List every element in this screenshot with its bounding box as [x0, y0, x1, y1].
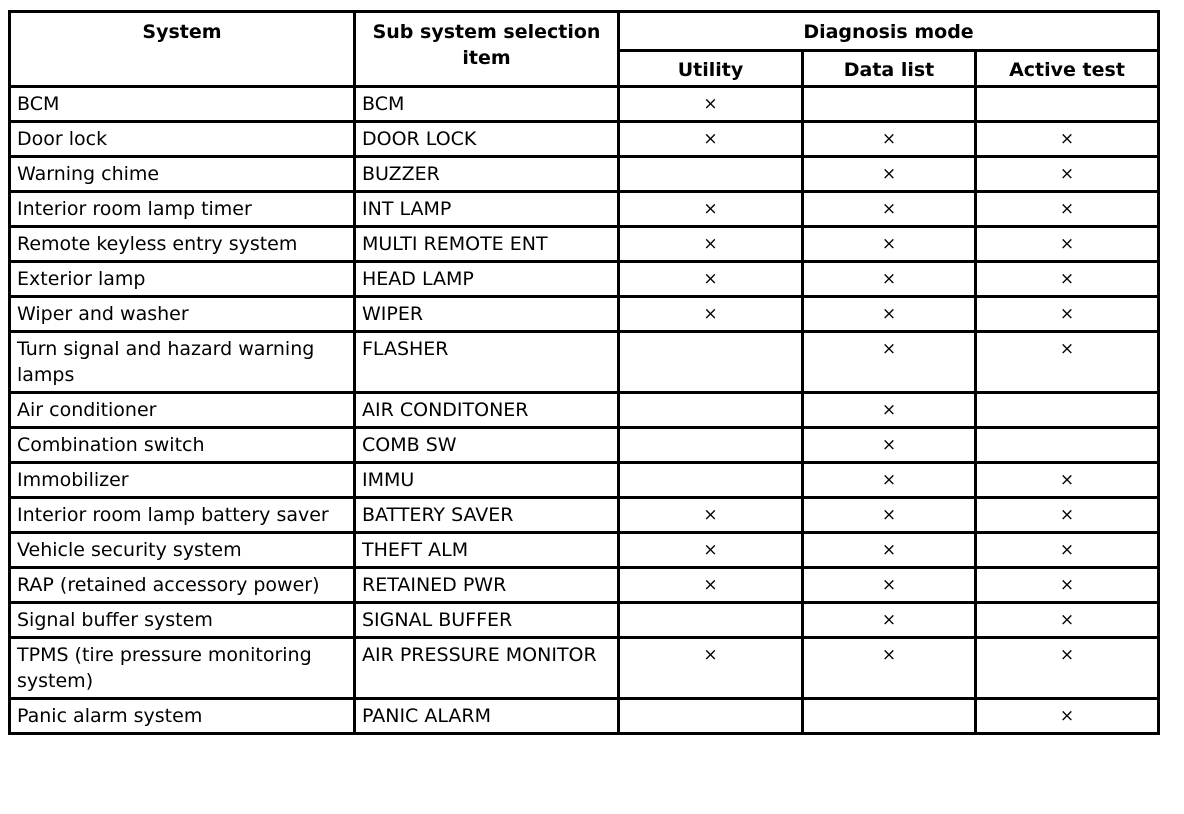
- cell-active-test: ×: [976, 699, 1159, 734]
- cell-data-list: ×: [803, 428, 976, 463]
- cell-system: Wiper and washer: [10, 297, 355, 332]
- cell-sub-system: INT LAMP: [355, 192, 619, 227]
- cell-utility: ×: [619, 638, 803, 699]
- table-row: [10, 393, 1159, 428]
- cell-utility: [619, 332, 803, 393]
- cell-system: Warning chime: [10, 157, 355, 192]
- cell-sub-system: HEAD LAMP: [355, 262, 619, 297]
- cell-active-test: [976, 428, 1159, 463]
- cell-utility: ×: [619, 192, 803, 227]
- table-row: [10, 157, 1159, 192]
- cell-sub-system: BCM: [355, 87, 619, 122]
- cell-data-list: ×: [803, 638, 976, 699]
- header-diagnosis-mode: Diagnosis mode: [619, 12, 1159, 51]
- table-row: [10, 533, 1159, 568]
- cell-active-test: ×: [976, 297, 1159, 332]
- cell-system: Turn signal and hazard warning lamps: [10, 332, 355, 393]
- cell-system: Interior room lamp timer: [10, 192, 355, 227]
- cell-system: Interior room lamp battery saver: [10, 498, 355, 533]
- cell-data-list: ×: [803, 297, 976, 332]
- table-row: [10, 87, 1159, 122]
- cell-active-test: ×: [976, 603, 1159, 638]
- cell-data-list: ×: [803, 122, 976, 157]
- header-utility: Utility: [619, 51, 803, 87]
- cell-active-test: [976, 393, 1159, 428]
- table-row: [10, 332, 1159, 393]
- cell-data-list: ×: [803, 463, 976, 498]
- cell-sub-system: WIPER: [355, 297, 619, 332]
- cell-sub-system: AIR PRESSURE MONITOR: [355, 638, 619, 699]
- cell-utility: ×: [619, 262, 803, 297]
- cell-system: Exterior lamp: [10, 262, 355, 297]
- cell-data-list: ×: [803, 227, 976, 262]
- cell-sub-system: BATTERY SAVER: [355, 498, 619, 533]
- cell-data-list: ×: [803, 157, 976, 192]
- cell-sub-system: PANIC ALARM: [355, 699, 619, 734]
- cell-system: Air conditioner: [10, 393, 355, 428]
- cell-system: Signal buffer system: [10, 603, 355, 638]
- cell-data-list: ×: [803, 262, 976, 297]
- cell-active-test: ×: [976, 533, 1159, 568]
- cell-sub-system: COMB SW: [355, 428, 619, 463]
- cell-active-test: ×: [976, 262, 1159, 297]
- cell-utility: ×: [619, 227, 803, 262]
- cell-system: Remote keyless entry system: [10, 227, 355, 262]
- table-row: [10, 297, 1159, 332]
- header-data-list: Data list: [803, 51, 976, 87]
- cell-data-list: [803, 699, 976, 734]
- cell-system: Door lock: [10, 122, 355, 157]
- cell-sub-system: FLASHER: [355, 332, 619, 393]
- table-row: [10, 463, 1159, 498]
- table-row: [10, 498, 1159, 533]
- header-active-test: Active test: [976, 51, 1159, 87]
- header-system: System: [10, 12, 355, 87]
- cell-system: Immobilizer: [10, 463, 355, 498]
- cell-active-test: ×: [976, 638, 1159, 699]
- cell-utility: [619, 463, 803, 498]
- cell-utility: ×: [619, 297, 803, 332]
- cell-active-test: ×: [976, 498, 1159, 533]
- table-row: [10, 428, 1159, 463]
- cell-utility: ×: [619, 498, 803, 533]
- cell-system: RAP (retained accessory power): [10, 568, 355, 603]
- cell-active-test: ×: [976, 332, 1159, 393]
- table-row: [10, 122, 1159, 157]
- cell-data-list: ×: [803, 498, 976, 533]
- table-row: [10, 568, 1159, 603]
- cell-utility: [619, 393, 803, 428]
- cell-active-test: ×: [976, 227, 1159, 262]
- cell-active-test: ×: [976, 463, 1159, 498]
- cell-data-list: ×: [803, 332, 976, 393]
- cell-active-test: ×: [976, 192, 1159, 227]
- cell-data-list: ×: [803, 192, 976, 227]
- cell-sub-system: SIGNAL BUFFER: [355, 603, 619, 638]
- table-row: [10, 262, 1159, 297]
- diagnosis-mode-table: [8, 10, 1160, 735]
- cell-data-list: ×: [803, 568, 976, 603]
- table-row: [10, 638, 1159, 699]
- cell-utility: [619, 157, 803, 192]
- cell-utility: ×: [619, 568, 803, 603]
- cell-sub-system: AIR CONDITONER: [355, 393, 619, 428]
- cell-data-list: ×: [803, 393, 976, 428]
- cell-utility: ×: [619, 122, 803, 157]
- cell-system: TPMS (tire pressure monitoring system): [10, 638, 355, 699]
- cell-utility: ×: [619, 87, 803, 122]
- cell-active-test: ×: [976, 122, 1159, 157]
- cell-data-list: ×: [803, 603, 976, 638]
- cell-system: Vehicle security system: [10, 533, 355, 568]
- cell-system: BCM: [10, 87, 355, 122]
- cell-data-list: [803, 87, 976, 122]
- cell-utility: [619, 603, 803, 638]
- table-body: [10, 87, 1159, 734]
- cell-sub-system: IMMU: [355, 463, 619, 498]
- cell-active-test: ×: [976, 157, 1159, 192]
- table-row: [10, 192, 1159, 227]
- cell-active-test: ×: [976, 568, 1159, 603]
- cell-utility: [619, 699, 803, 734]
- cell-data-list: ×: [803, 533, 976, 568]
- cell-sub-system: MULTI REMOTE ENT: [355, 227, 619, 262]
- cell-system: Panic alarm system: [10, 699, 355, 734]
- table-row: [10, 699, 1159, 734]
- cell-sub-system: THEFT ALM: [355, 533, 619, 568]
- table-row: [10, 227, 1159, 262]
- cell-utility: [619, 428, 803, 463]
- header-sub-system: Sub system selection item: [355, 12, 619, 87]
- cell-sub-system: DOOR LOCK: [355, 122, 619, 157]
- cell-sub-system: RETAINED PWR: [355, 568, 619, 603]
- cell-utility: ×: [619, 533, 803, 568]
- table-row: [10, 603, 1159, 638]
- cell-active-test: [976, 87, 1159, 122]
- diagnosis-table-container: [8, 10, 1160, 735]
- cell-sub-system: BUZZER: [355, 157, 619, 192]
- cell-system: Combination switch: [10, 428, 355, 463]
